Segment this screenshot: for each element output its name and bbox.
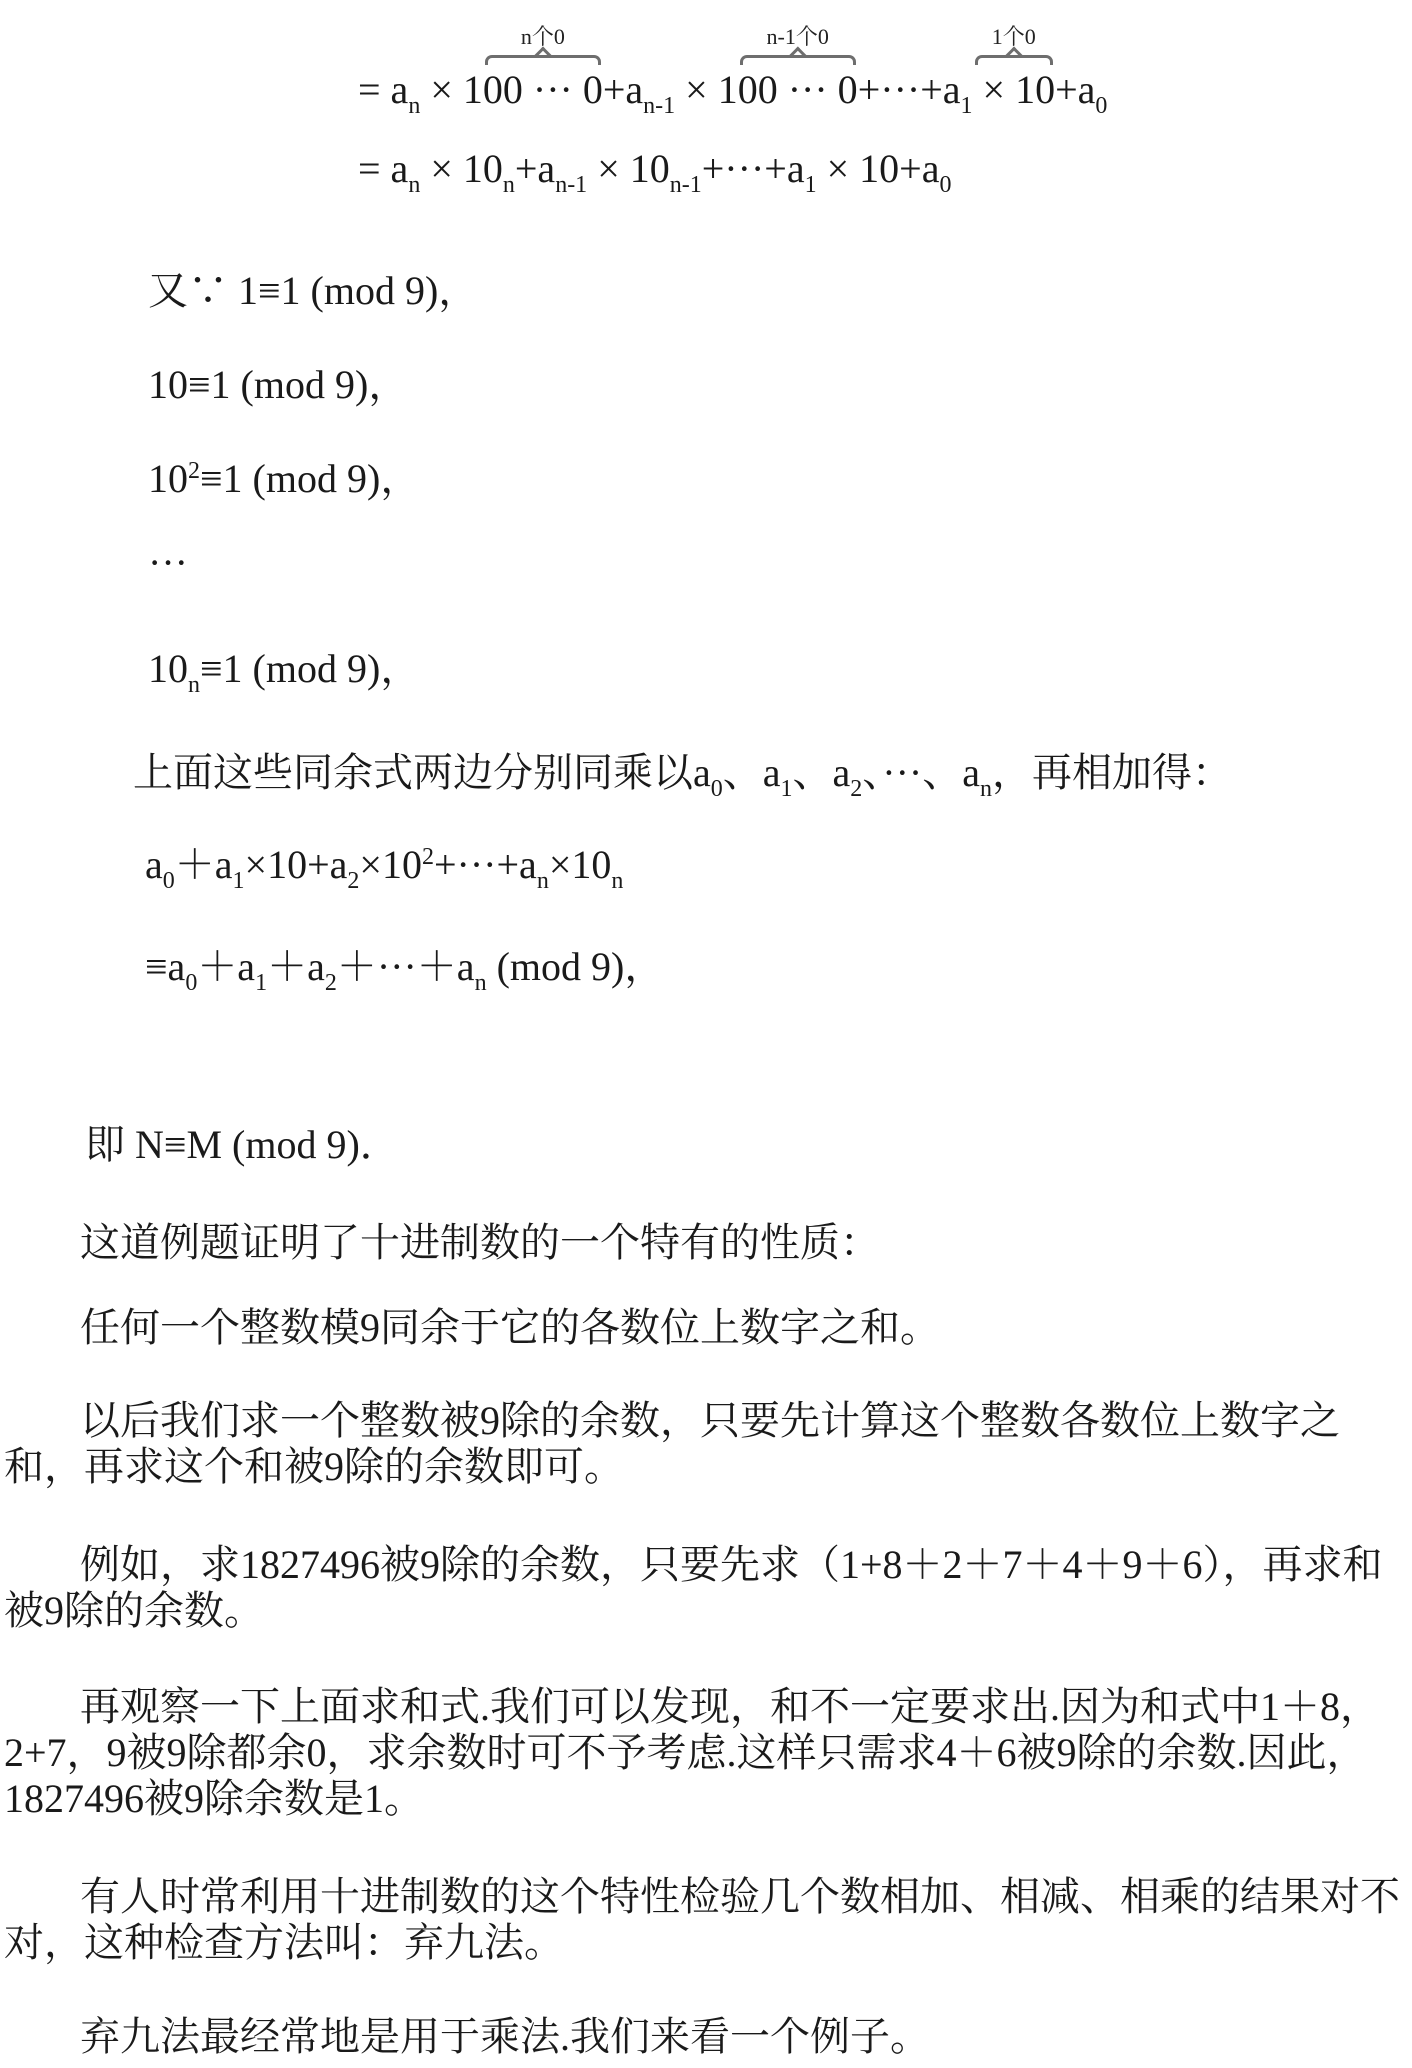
formula-subscript: 1: [255, 970, 268, 996]
formula-conclusion-n-cong-m: [85, 1122, 400, 1168]
formula-text: × 10: [587, 146, 670, 191]
formula-subscript: 0: [710, 776, 723, 802]
formula-text: 、a: [792, 750, 851, 795]
formula-subscript: 2: [324, 970, 337, 996]
formula-text: +···+a: [857, 67, 961, 112]
formula-text: 上面这些同余式两边分别同乘以a: [133, 750, 711, 795]
formula-text: × 1: [675, 67, 738, 112]
formula-subscript: 1: [804, 172, 817, 198]
formula-text: +a: [602, 67, 644, 112]
formula-text: (mod 9)，: [486, 944, 665, 989]
paragraph-property-statement: 任何一个整数模9同余于它的各数位上数字之和。: [80, 1305, 940, 1350]
formula-text: 、a: [722, 750, 781, 795]
formula-text: ，再相加得：: [992, 750, 1233, 795]
formula-text: 10≡1 (mod 9)，: [148, 362, 409, 407]
formula-text: +a: [514, 146, 556, 191]
formula-text: ≡a: [145, 944, 186, 989]
formula-text: 即 N≡M (mod 9)．: [85, 1122, 400, 1167]
overbrace-base-text: 00 ··· 0: [737, 67, 858, 112]
formula-superscript: 2: [188, 458, 200, 484]
formula-subscript: 1: [960, 93, 973, 119]
formula-text: ＋a: [174, 842, 233, 887]
sentence-multiply-both-sides: [133, 750, 1233, 802]
congruence-1-mod-9: [148, 268, 478, 314]
formula-text: = a: [358, 146, 409, 191]
formula-subscript: n: [408, 172, 421, 198]
formula-subscript: n: [474, 970, 487, 996]
paragraph-checking-results: 有人时常利用十进制数的这个特性检验几个数相加、相减、相乘的结果对不对，这种检查方法叫：弃九法。: [4, 1874, 1400, 1965]
overbrace-label: n个0: [520, 24, 565, 49]
paragraph-example-1827496: 例如，求1827496被9除的余数，只要先求（1+8＋2＋7＋4＋9＋6），再求和被9除的余数。: [4, 1542, 1383, 1633]
congruence-10-n-mod-9: [148, 646, 421, 698]
paragraph-cast-out-nines: 弃九法最经常地是用于乘法.我们来看一个例子。: [80, 2014, 930, 2059]
formula-text: 、···、a: [862, 750, 981, 795]
formula-decimal-expansion-powers: [358, 146, 952, 198]
formula-subscript: 0: [1095, 93, 1108, 119]
formula-subscript: n-1: [669, 172, 702, 198]
formula-subscript: 1: [232, 868, 245, 894]
formula-subscript: 0: [939, 172, 952, 198]
overbrace-icon: [975, 55, 1054, 65]
formula-text: ≡1 (mod 9)，: [200, 456, 421, 501]
overbrace-label: 1个0: [991, 24, 1036, 49]
formula-text: ×10: [359, 842, 422, 887]
formula-superscript: 2: [421, 844, 434, 870]
formula-subscript: n: [408, 93, 421, 119]
formula-subscript: 0: [185, 970, 198, 996]
ellipsis-line: [148, 540, 188, 586]
formula-text: ×10: [548, 842, 612, 887]
overbrace-group: [738, 25, 858, 113]
formula-text: 10: [148, 646, 188, 691]
formula-text: × 1: [420, 67, 483, 112]
formula-subscript: n-1: [555, 172, 588, 198]
formula-text: × 10: [420, 146, 503, 191]
formula-subscript: 2: [347, 868, 360, 894]
formula-text: ···: [148, 540, 188, 585]
formula-text: ＋a: [197, 944, 256, 989]
paragraph-observation: 再观察一下上面求和式.我们可以发现，和不一定要求出.因为和式中1＋8，2+7，9被9除都余0，求余数时可不予考虑.这样只需求4＋6被9除的余数.因此，1827496被9除余数是1。: [4, 1684, 1380, 1821]
overbrace-label: n-1个0: [766, 24, 829, 49]
formula-subscript: 2: [850, 776, 863, 802]
formula-text: × 10+a: [816, 146, 940, 191]
paragraph-remainder-method: 以后我们求一个整数被9除的余数，只要先计算这个整数各数位上数字之和，再求这个和被9除的余数即可。: [4, 1398, 1340, 1489]
formula-decimal-expansion-with-zero-braces: [358, 24, 1108, 119]
formula-subscript: n-1: [643, 93, 676, 119]
formula-subscript: n: [611, 868, 624, 894]
formula-sum-congruence: [145, 944, 665, 996]
congruence-10-mod-9: [148, 362, 408, 408]
overbrace-base-text: × 10: [972, 67, 1056, 112]
formula-text: 又∵ 1≡1 (mod 9)，: [148, 268, 479, 313]
formula-weighted-sum: [145, 842, 624, 894]
formula-text: +a: [1055, 67, 1096, 112]
overbrace-icon: [740, 55, 856, 65]
formula-subscript: 0: [162, 868, 175, 894]
formula-text: = a: [358, 67, 409, 112]
formula-text: 10: [148, 456, 188, 501]
overbrace-group: [973, 25, 1056, 113]
formula-subscript: n: [188, 672, 200, 698]
formula-text: +···+a: [433, 842, 537, 887]
congruence-10-squared-mod-9: [148, 456, 420, 502]
formula-subscript: n: [980, 776, 993, 802]
overbrace-base-text: 00 ··· 0: [482, 67, 603, 112]
formula-text: ×10+a: [244, 842, 348, 887]
overbrace-icon: [485, 55, 601, 65]
formula-text: ≡1 (mod 9)，: [200, 646, 421, 691]
formula-subscript: 1: [780, 776, 793, 802]
formula-text: +···+a: [701, 146, 805, 191]
formula-text: ＋···＋a: [336, 944, 475, 989]
formula-text: a: [145, 842, 163, 887]
formula-subscript: n: [502, 172, 515, 198]
overbrace-group: [483, 25, 603, 113]
formula-subscript: n: [536, 868, 549, 894]
formula-text: ＋a: [267, 944, 325, 989]
paragraph-property-intro: 这道例题证明了十进制数的一个特有的性质：: [80, 1220, 880, 1265]
